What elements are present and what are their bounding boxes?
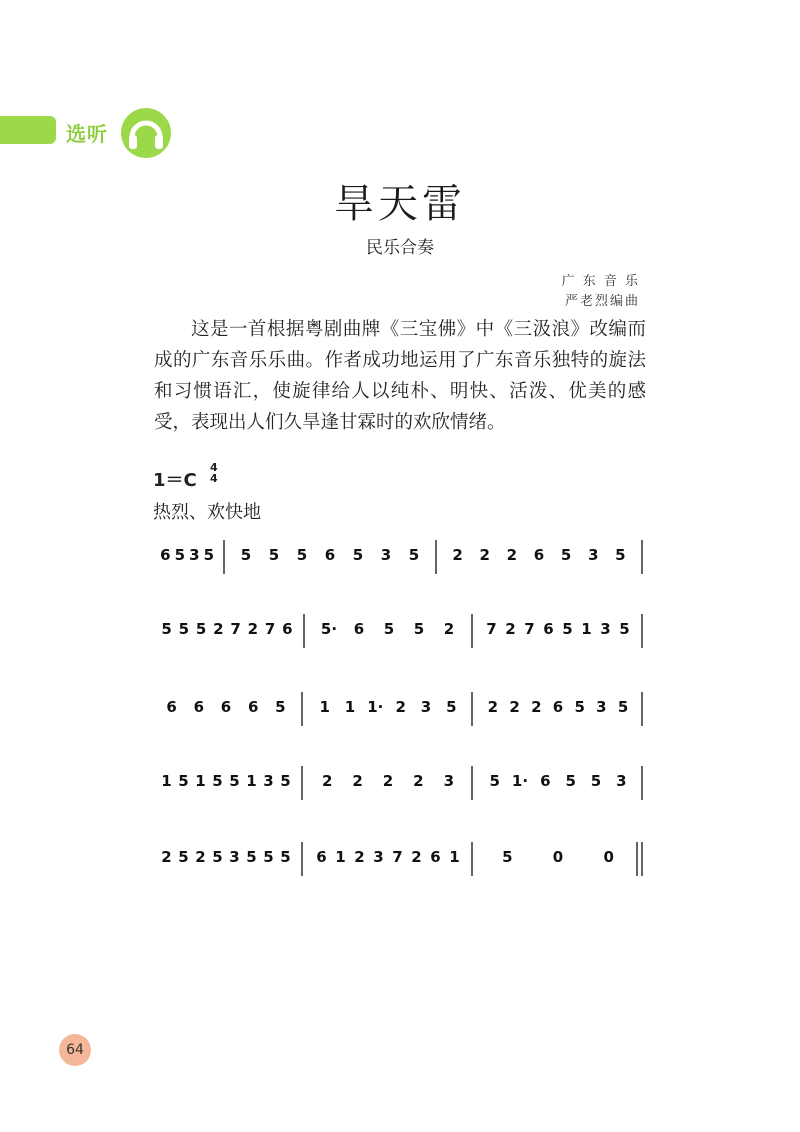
score-note: 2 [247, 620, 259, 638]
score-note: 3 [596, 698, 607, 716]
score-note: 3 [588, 546, 599, 564]
score-note: 5· [320, 620, 338, 638]
score-note: 2 [443, 620, 455, 638]
page-number: 64 [59, 1034, 91, 1066]
score-note: 5 [195, 620, 207, 638]
score-note: 6 [193, 698, 205, 716]
score-note: 1 [319, 698, 330, 716]
score-note: 1· [511, 772, 529, 790]
score-note: 3 [600, 620, 611, 638]
score-note: 6 [552, 698, 564, 716]
score-note: 5 [263, 848, 274, 866]
score-note: 7 [486, 620, 497, 638]
score-note: 6 [533, 546, 545, 564]
score-note: 5 [280, 772, 291, 790]
score-note: 6 [540, 772, 551, 790]
score-note: 2 [195, 848, 206, 866]
score-note: 6 [247, 698, 259, 716]
score-note: 5 [617, 698, 629, 716]
score-note: 6 [282, 620, 293, 638]
score-note: 1 [195, 772, 206, 790]
score-note: 5 [229, 772, 240, 790]
score-note: 3 [616, 772, 627, 790]
score-note: 2 [506, 546, 518, 564]
score-note: 2 [352, 772, 363, 790]
score-note: 1 [335, 848, 346, 866]
score-note: 5 [615, 546, 626, 564]
score-note: 3 [443, 772, 455, 790]
score-note: 6 [353, 620, 365, 638]
score-note: 2 [395, 698, 406, 716]
section-label: 选听 [66, 122, 108, 146]
score-note: 7 [264, 620, 276, 638]
score-note: 1 [246, 772, 257, 790]
piece-subtitle: 民乐合奏 [366, 238, 434, 258]
score-note: 6 [430, 848, 441, 866]
score-note: 6 [324, 546, 336, 564]
score-note: 6 [160, 546, 171, 564]
score-note: 5 [574, 698, 585, 716]
score-note: 3 [189, 546, 200, 564]
score-note: 7 [524, 620, 535, 638]
score-note: 5 [268, 546, 280, 564]
score-note: 3 [420, 698, 432, 716]
score-note: 5 [408, 546, 420, 564]
score-note: 5 [565, 772, 576, 790]
score-note: 5 [178, 848, 189, 866]
tempo-marking: 热烈、欢快地 [153, 502, 261, 523]
score-note: 5 [352, 546, 364, 564]
key-signature: 1＝C [153, 470, 197, 491]
score-note: 5 [619, 620, 630, 638]
score-note: 2 [382, 772, 394, 790]
meter-bottom: 4 [210, 472, 218, 485]
score-note: 5 [560, 546, 572, 564]
score-note: 2 [321, 772, 333, 790]
score-note: 5 [590, 772, 602, 790]
score-note: 2 [213, 620, 224, 638]
score-note: 2 [479, 546, 490, 564]
score-note: 1 [161, 772, 172, 790]
score-note: 5 [161, 620, 172, 638]
score-note: 3 [373, 848, 384, 866]
score-note: 6 [166, 698, 177, 716]
score-note: 1 [581, 620, 592, 638]
score-note: 5 [502, 848, 513, 866]
score-note: 6 [316, 848, 327, 866]
score-note: 6 [543, 620, 554, 638]
score-note: 2 [354, 848, 365, 866]
score-note: 3 [263, 772, 274, 790]
score-note: 5 [178, 772, 189, 790]
score-note: 2 [509, 698, 520, 716]
score-note: 5 [562, 620, 573, 638]
score-note: 2 [413, 772, 424, 790]
score-note: 7 [392, 848, 403, 866]
score-note: 7 [230, 620, 241, 638]
score-note: 5 [446, 698, 457, 716]
credit-arranger: 严老烈编曲 [564, 294, 640, 309]
score-note: 3 [380, 546, 392, 564]
score-note: 5 [178, 620, 190, 638]
score-note: 5 [296, 546, 308, 564]
score-note: 0 [603, 848, 614, 866]
score-note: 5 [212, 848, 223, 866]
intro-text: 这是一首根据粤剧曲牌《三宝佛》中《三汲浪》改编而成的广东音乐乐曲。作者成功地运用了广东音乐独特的旋法和习惯语汇，使旋律给人以纯朴、明快、活泼、优美的感受，表现出人们久旱逢甘霖时的欢欣情绪。 [154, 319, 646, 433]
score-note: 1 [344, 698, 356, 716]
score-note: 1· [367, 698, 384, 716]
score-note: 5 [489, 772, 500, 790]
credit-origin: 广 东 音 乐 [561, 274, 640, 289]
meter-top: 4 [210, 461, 218, 474]
score-note: 5 [212, 772, 223, 790]
score-note: 1 [449, 848, 460, 866]
score-note: 2 [452, 546, 463, 564]
score-note: 5 [383, 620, 395, 638]
score-note: 5 [240, 546, 252, 564]
score-note: 2 [411, 848, 422, 866]
score-note: 5 [275, 698, 286, 716]
score-note: 2 [531, 698, 542, 716]
score-note: 2 [487, 698, 499, 716]
score-note: 5 [246, 848, 257, 866]
score-note: 5 [413, 620, 425, 638]
score-note: 0 [552, 848, 564, 866]
score-note: 5 [174, 546, 186, 564]
score-note: 2 [161, 848, 172, 866]
score-note: 6 [220, 698, 232, 716]
score-note: 5 [280, 848, 291, 866]
piece-title: 旱天雷 [334, 181, 466, 227]
score-note: 3 [229, 848, 240, 866]
score-note: 2 [505, 620, 516, 638]
score-note: 5 [203, 546, 215, 564]
